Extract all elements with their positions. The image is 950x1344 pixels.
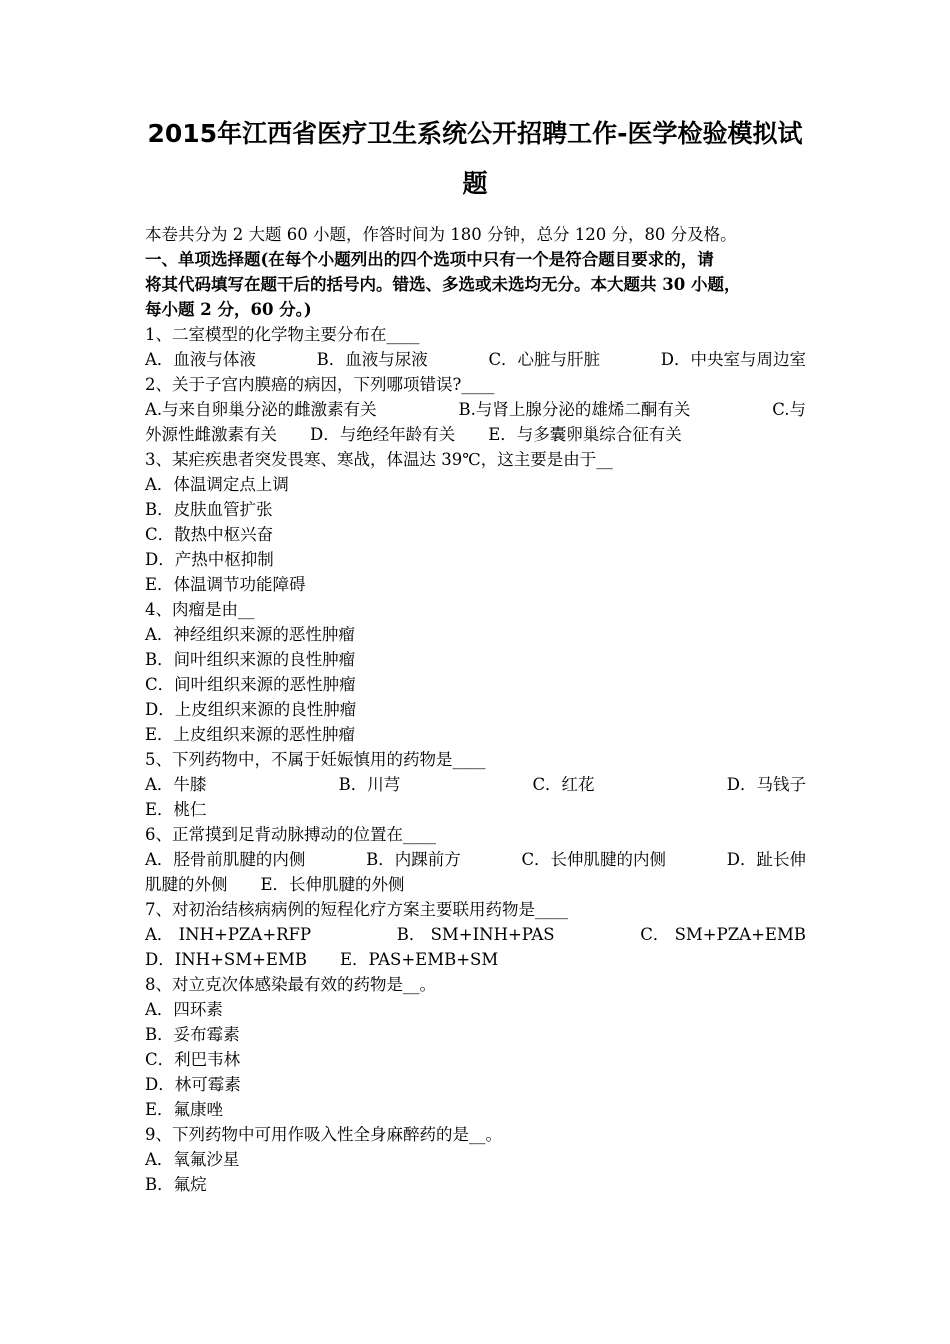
option: C．利巴韦林 — [145, 1050, 241, 1069]
option: E．桃仁 — [145, 800, 207, 819]
question-stem: 9、下列药物中可用作吸入性全身麻醉药的是__。 — [145, 1125, 502, 1144]
option-row — [145, 847, 806, 872]
question-stem: 4、肉瘤是由__ — [145, 600, 255, 619]
option: C． SM+PZA+EMB — [640, 925, 806, 944]
option: C.与 — [772, 400, 806, 419]
option-row: 外源性雌激素有关 D．与绝经年龄有关 E．与多囊卵巢综合征有关 — [145, 425, 682, 444]
question-stem: 3、某疟疾患者突发畏寒、寒战，体温达 39℃，这主要是由于__ — [145, 450, 613, 469]
option-row — [145, 772, 806, 797]
option: E．氟康唑 — [145, 1100, 224, 1119]
option: C．红花 — [532, 775, 595, 794]
question-stem: 6、正常摸到足背动脉搏动的位置在____ — [145, 825, 436, 844]
option: B．血液与尿液 — [316, 350, 428, 369]
option: B．氟烷 — [145, 1175, 207, 1194]
option: A．牛膝 — [145, 775, 207, 794]
option: A.与来自卵巢分泌的雌激素有关 — [145, 400, 377, 419]
option: B．皮肤血管扩张 — [145, 500, 273, 519]
option: A．神经组织来源的恶性肿瘤 — [145, 625, 355, 644]
option: D．产热中枢抑制 — [145, 550, 274, 569]
question-stem: 8、对立克次体感染最有效的药物是__。 — [145, 975, 436, 994]
option: C．散热中枢兴奋 — [145, 525, 274, 544]
option-row: D．INH+SM+EMB E．PAS+EMB+SM — [145, 950, 499, 969]
option: C．间叶组织来源的恶性肿瘤 — [145, 675, 356, 694]
option: D．马钱子 — [726, 775, 806, 794]
option: D．林可霉素 — [145, 1075, 241, 1094]
option: A．体温调定点上调 — [145, 475, 289, 494]
option: D．趾长伸 — [726, 850, 806, 869]
option: A．四环素 — [145, 1000, 223, 1019]
section-heading: 将其代码填写在题干后的括号内。错选、多选或未选均无分。本大题共 30 小题， — [145, 275, 741, 294]
document-title: 2015年江西省医疗卫生系统公开招聘工作-医学检验模拟试 — [147, 119, 803, 148]
option-row — [145, 347, 806, 372]
option: D．中央室与周边室 — [660, 350, 806, 369]
option: E．体温调节功能障碍 — [145, 575, 306, 594]
section-heading: 一、单项选择题(在每个小题列出的四个选项中只有一个是符合题目要求的，请 — [145, 250, 714, 269]
question-stem: 5、下列药物中，不属于妊娠慎用的药物是____ — [145, 750, 486, 769]
exam-intro: 本卷共分为 2 大题 60 小题，作答时间为 180 分钟，总分 120 分，80 分及格。 — [145, 225, 737, 244]
option: B.与肾上腺分泌的雄烯二酮有关 — [458, 400, 691, 419]
document-title-continued: 题 — [462, 169, 488, 198]
option: A． INH+PZA+RFP — [145, 925, 312, 944]
question-stem: 1、二室模型的化学物主要分布在____ — [145, 325, 420, 344]
section-heading: 每小题 2 分，60 分。) — [145, 300, 312, 319]
option: B．妥布霉素 — [145, 1025, 240, 1044]
option: E．上皮组织来源的恶性肿瘤 — [145, 725, 356, 744]
option: A．血液与体液 — [145, 350, 256, 369]
option: C．心脏与肝脏 — [488, 350, 601, 369]
question-stem: 7、对初治结核病病例的短程化疗方案主要联用药物是____ — [145, 900, 568, 919]
option: C．长伸肌腱的内侧 — [521, 850, 667, 869]
option-row — [145, 397, 806, 422]
option: B．间叶组织来源的良性肿瘤 — [145, 650, 356, 669]
option: B． SM+INH+PAS — [396, 925, 555, 944]
option-row: 肌腱的外侧 E．长伸肌腱的外侧 — [145, 875, 405, 894]
question-stem: 2、关于子宫内膜癌的病因，下列哪项错误?____ — [145, 375, 495, 394]
option: B．内踝前方 — [366, 850, 461, 869]
option-row — [145, 922, 806, 947]
option: A．氧氟沙星 — [145, 1150, 240, 1169]
option: D．上皮组织来源的良性肿瘤 — [145, 700, 357, 719]
option: B．川芎 — [338, 775, 401, 794]
option: A．胫骨前肌腱的内侧 — [145, 850, 306, 869]
